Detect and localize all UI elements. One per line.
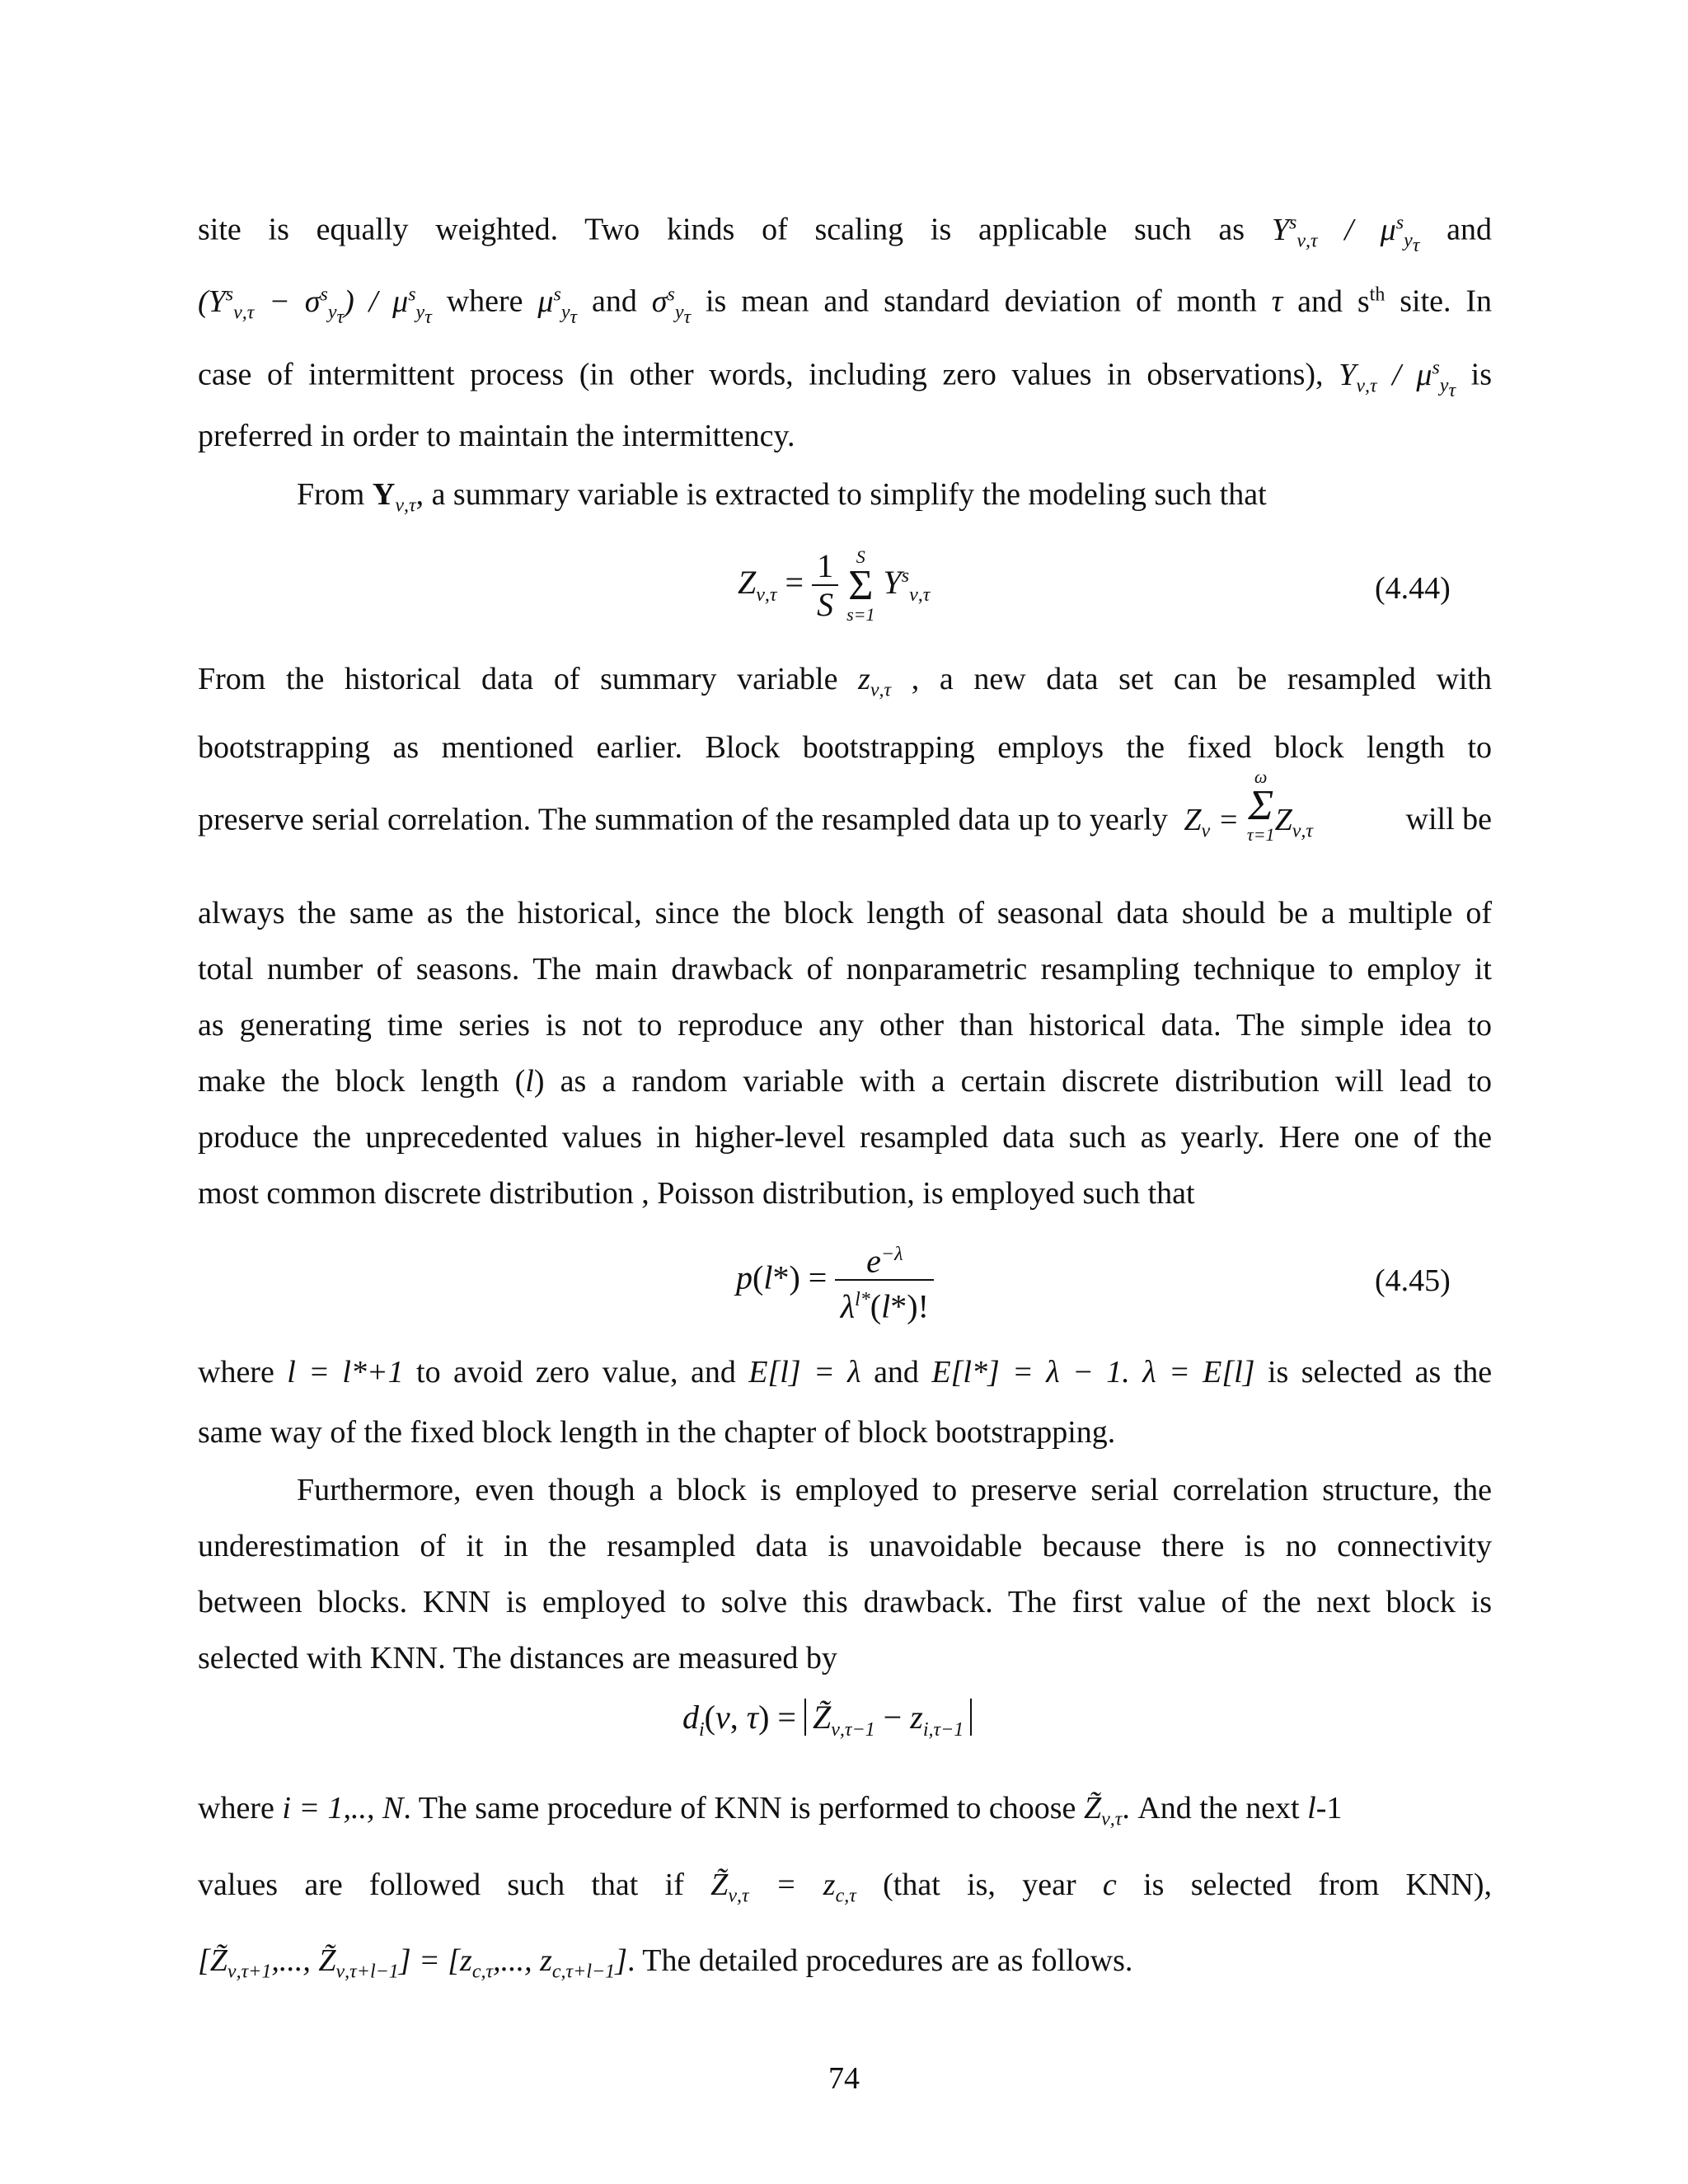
paragraph-line: bootstrapping as mentioned earlier. Block bootstrapping employs the fixed block length to	[198, 730, 1492, 765]
equation-distance: $d_i(\nu$, $\tau) = Z̃_{\nu,\tau-1} - z_{i,\tau-1}$	[682, 1698, 972, 1741]
equation-number: (4.45)	[1375, 1263, 1451, 1298]
math-inline: [$Z̃_{\nu,\tau+1}$,..., $Z̃_{\nu,\tau+l-1}] = [z_{c,\tau}$,..., $z_{c,\tau+l-1}$]	[198, 1943, 627, 1983]
math-inline: $Z̃_{\nu,\tau}$	[1083, 1791, 1123, 1830]
equation-4-45: p(l*) = $\frac{e^{-\lambda}}{\lambda^{l*}(l*)!}$	[736, 1236, 934, 1326]
paragraph-line: same way of the fixed block length in the chapter of block bootstrapping.	[198, 1415, 1116, 1450]
math-inline: l = l*+1	[287, 1355, 404, 1390]
paragraph-line: always the same as the historical, since the block length of seasonal data should be a multiple of	[198, 896, 1492, 930]
paragraph-line: as generating time series is not to reproduce any other than historical data. The simple idea to	[198, 1008, 1492, 1043]
paragraph-line: total number of seasons. The main drawback of nonparametric resampling technique to employ it	[198, 952, 1492, 987]
paragraph-line: preserve serial correlation. The summation of the resampled data up to yearly $Z_\nu$ = ω Σ τ=1 $Z_{\nu,\tau}$ will be	[198, 766, 1492, 845]
math-inline: E[l*] = λ − 1.	[931, 1355, 1130, 1390]
math-inline: $Z̃_{\nu,\tau} = z_{c,\tau}$	[710, 1868, 856, 1907]
paragraph-line: preferred in order to maintain the intermittency.	[198, 419, 795, 453]
math-inline: $\mu^s_{y_\tau}$	[537, 284, 578, 329]
paragraph-line: produce the unprecedented values in higher-level resampled data such as yearly. Here one of the	[198, 1120, 1492, 1155]
equation-number: (4.44)	[1375, 571, 1451, 606]
paragraph-line: where l = l*+1 to avoid zero value, and E[l] = λ and E[l*] = λ − 1. λ = E[l] is selected as the	[198, 1355, 1493, 1390]
paragraph-line: selected with KNN. The distances are measured by	[198, 1641, 837, 1675]
math-inline: $\sigma^s_{y_\tau}$	[651, 284, 692, 329]
paragraph-line: Furthermore, even though a block is employed to preserve serial correlation structure, the	[297, 1473, 1492, 1507]
paragraph-line: most common discrete distribution , Poisson distribution, is employed such that	[198, 1176, 1195, 1211]
math-inline: τ	[1271, 284, 1283, 319]
paragraph-line: between blocks. KNN is employed to solve this drawback. The first value of the next block is	[198, 1585, 1492, 1619]
math-inline: $Y_{\nu,\tau} / \mu^s_{y_\tau}$	[1339, 357, 1456, 402]
paragraph-line: [$Z̃_{\nu,\tau+1}$,..., $Z̃_{\nu,\tau+l-1}] = [z_{c,\tau}$,..., $z_{c,\tau+l-1}$]. The detailed procedures are as follows.	[198, 1943, 1133, 1983]
math-inline: $Y^s_{\nu,\tau} / \mu^s_{y_\tau}$	[1271, 212, 1420, 257]
paragraph-line: where i = 1,.., N. The same procedure of KNN is performed to choose $Z̃_{\nu,\tau}$. And the next l-1	[198, 1791, 1343, 1830]
math-inline: i = 1,.., N	[282, 1791, 404, 1825]
paragraph-line: underestimation of it in the resampled data is unavoidable because there is no connectivity	[198, 1529, 1492, 1563]
paragraph-line: From the historical data of summary variable $z_{\nu,\tau}$ , a new data set can be resampled with	[198, 662, 1493, 701]
paragraph-line: case of intermittent process (in other words, including zero values in observations), $Y_{\nu,\tau} / \mu^s_{y_\tau}$ is	[198, 357, 1493, 402]
math-inline: $Z_\nu$ = ω Σ τ=1 $Z_{\nu,\tau}$	[1184, 766, 1313, 845]
paragraph-line: site is equally weighted. Two kinds of scaling is applicable such as $Y^s_{\nu,\tau} / \mu^s_{y_\tau}$ and	[198, 212, 1492, 257]
page-number: 74	[828, 2061, 860, 2096]
math-inline: λ = E[l]	[1142, 1355, 1255, 1390]
paragraph-line: values are followed such that if $Z̃_{\nu,\tau} = z_{c,\tau}$ (that is, year c is selected from KNN),	[198, 1868, 1493, 1907]
paragraph-line: make the block length (l) as a random variable with a certain discrete distribution will lead to	[198, 1064, 1492, 1099]
paragraph-line: $(Y^s_{\nu,\tau} - \sigma^s_{y_\tau}) / \mu^s_{y_\tau}$ where $\mu^s_{y_\tau}$ and $\sigma^s_{y_\tau}$ is mean and standard deviation of month τ and $s^{th}$ site. In	[198, 284, 1493, 329]
equation-4-44: $Z_{\nu,\tau}$ = $\frac{1}{S}$ S Σ s=1 $Y^s_{\nu,\tau}$	[738, 546, 931, 625]
math-inline: $(Y^s_{\nu,\tau} - \sigma^s_{y_\tau}) / \mu^s_{y_\tau}$	[198, 284, 432, 329]
math-inline: E[l] = λ	[748, 1355, 861, 1390]
paragraph-line: From $Y_{\nu,\tau}$, a summary variable is extracted to simplify the modeling such that	[297, 477, 1267, 517]
math-inline: $z_{\nu,\tau}$	[858, 662, 892, 701]
